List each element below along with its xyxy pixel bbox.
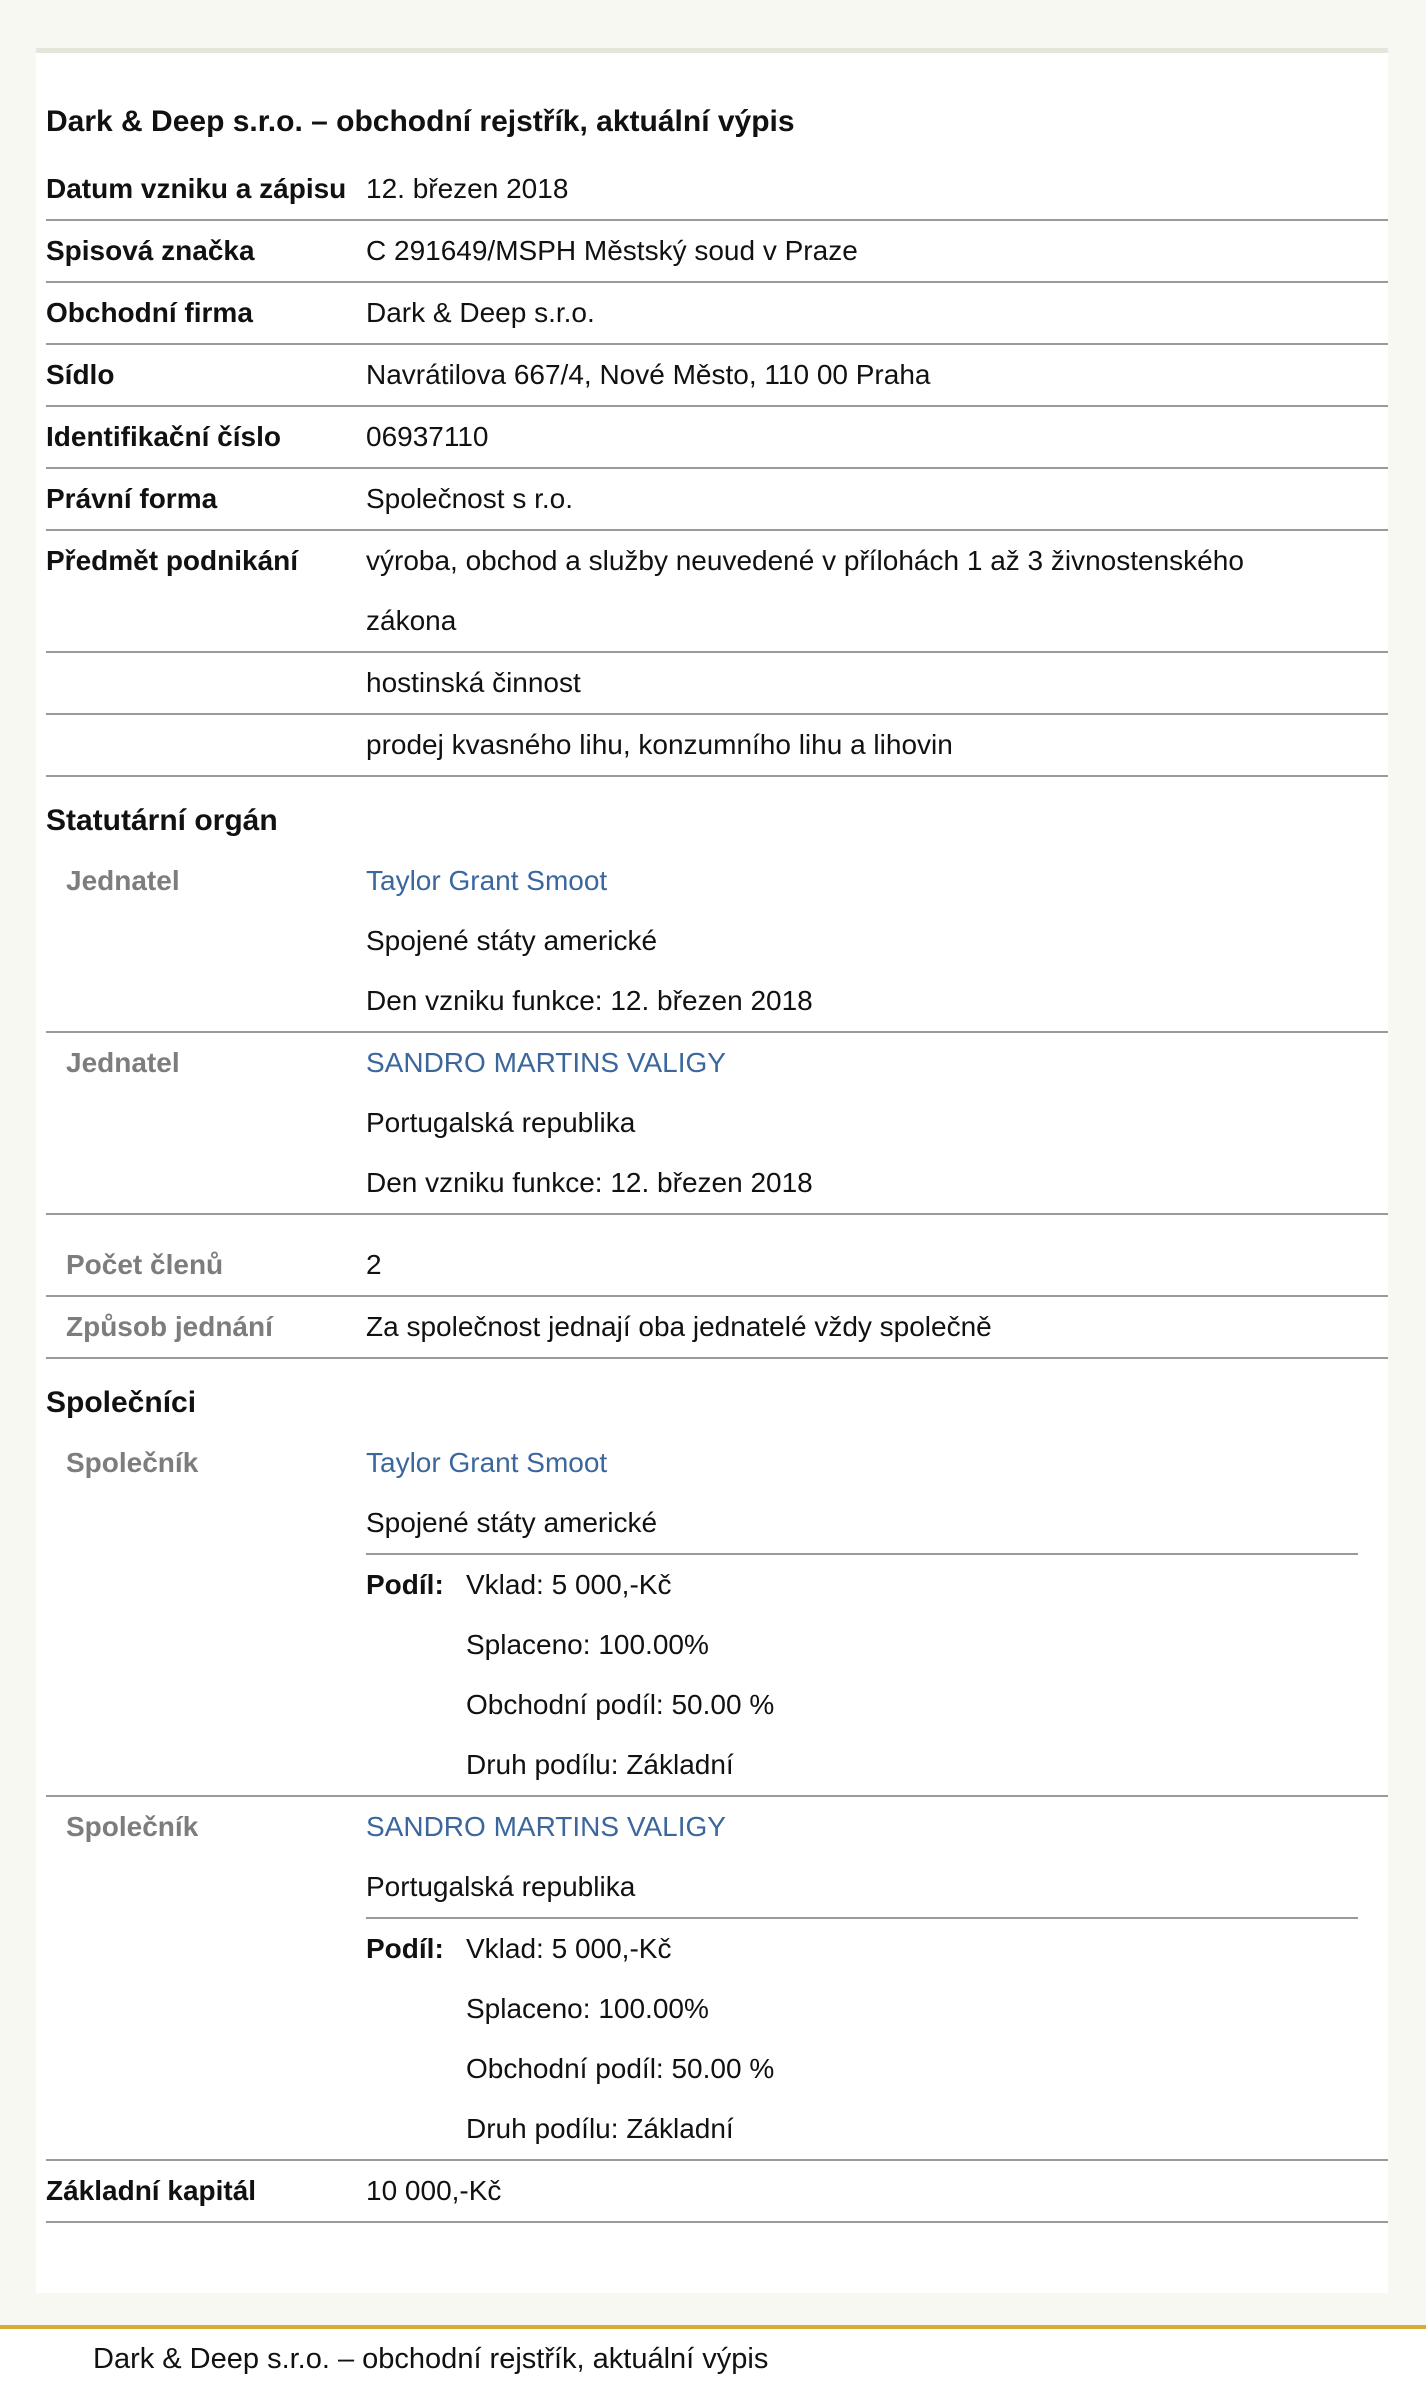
row-pravni-forma: [46, 469, 1388, 531]
statutarni-member: [46, 851, 1388, 1033]
member-name-link[interactable]: Taylor Grant Smoot: [366, 865, 608, 896]
registry-content: [46, 99, 1388, 2223]
member-since: Den vzniku funkce: 12. březen 2018: [366, 1167, 813, 1198]
podil-obchodni: Obchodní podíl: 50.00 %: [466, 2053, 775, 2084]
podil-druh: Druh podílu: Základní: [466, 1749, 734, 1780]
row-predmet-podnikani-3: [46, 715, 1388, 777]
page-title: Dark & Deep s.r.o. – obchodní rejstřík, aktuální výpis: [46, 105, 795, 138]
row-label: Právní forma: [46, 483, 218, 514]
row-value: hostinská činnost: [366, 667, 581, 698]
row-value: Společnost s r.o.: [366, 483, 574, 514]
podil-splaceno: Splaceno: 100.00%: [466, 1629, 709, 1660]
row-value: 06937110: [366, 421, 489, 452]
member-name-link[interactable]: SANDRO MARTINS VALIGY: [366, 1047, 726, 1078]
row-value: výroba, obchod a služby neuvedené v přílohách 1 až 3 živnostenského zákona: [366, 545, 1244, 636]
podil-druh: Druh podílu: Základní: [466, 2113, 734, 2144]
section-spolecnici: Společníci: [46, 1386, 197, 1419]
podil-details: [466, 1555, 774, 1795]
row-value: prodej kvasného lihu, konzumního lihu a lihovin: [366, 729, 953, 760]
row-value: Za společnost jednají oba jednatelé vždy společně: [366, 1311, 992, 1342]
row-label: Datum vzniku a zápisu: [46, 173, 347, 204]
row-predmet-podnikani: [46, 531, 1388, 653]
podil-block: [366, 1553, 1358, 1795]
member-name-link[interactable]: SANDRO MARTINS VALIGY: [366, 1811, 726, 1842]
member-role: Společník: [66, 1447, 199, 1478]
row-label: Spisová značka: [46, 235, 255, 266]
podil-block: [366, 1917, 1358, 2159]
row-predmet-podnikani-2: [46, 653, 1388, 715]
row-label: Způsob jednání: [66, 1311, 273, 1342]
member-details: [366, 1797, 1388, 2159]
podil-label: Podíl:: [366, 1933, 444, 1964]
row-value: 12. březen 2018: [366, 173, 569, 204]
podil-vklad: Vklad: 5 000,-Kč: [466, 1933, 672, 1964]
row-label: Základní kapitál: [46, 2175, 257, 2206]
row-label: Sídlo: [46, 359, 115, 390]
member-name-link[interactable]: Taylor Grant Smoot: [366, 1447, 608, 1478]
row-zakladni-kapital: [46, 2161, 1388, 2223]
row-label: Obchodní firma: [46, 297, 253, 328]
podil-details: [466, 1919, 774, 2159]
member-role: Společník: [66, 1811, 199, 1842]
section-statutarni-organ: Statutární orgán: [46, 804, 278, 837]
row-value: C 291649/MSPH Městský soud v Praze: [366, 235, 858, 266]
row-zpusob-jednani: [46, 1297, 1388, 1359]
member-country: Portugalská republika: [366, 1871, 636, 1902]
footer-title: Dark & Deep s.r.o. – obchodní rejstřík, aktuální výpis: [93, 2343, 769, 2375]
member-details: [366, 1433, 1388, 1795]
row-obchodni-firma: [46, 283, 1388, 345]
row-value: Dark & Deep s.r.o.: [366, 297, 595, 328]
row-datum-vzniku: [46, 158, 1388, 221]
member-details: [366, 851, 1388, 1031]
statutarni-member: [46, 1033, 1388, 1215]
row-label-empty: [46, 653, 366, 713]
member-since: Den vzniku funkce: 12. březen 2018: [366, 985, 813, 1016]
page-footer: [0, 2325, 1426, 2402]
row-ic: [46, 407, 1388, 469]
member-details: [366, 1033, 1388, 1213]
member-country: Spojené státy americké: [366, 1507, 658, 1538]
spacer: [46, 1215, 1388, 1235]
spolecnik-member: [46, 1433, 1388, 1797]
row-pocet-clenu: [46, 1235, 1388, 1297]
row-label: Předmět podnikání: [46, 545, 299, 576]
spolecnik-member: [46, 1797, 1388, 2161]
row-value: 2: [366, 1249, 382, 1280]
member-country: Portugalská republika: [366, 1107, 636, 1138]
podil-vklad: Vklad: 5 000,-Kč: [466, 1569, 672, 1600]
registry-card: [36, 48, 1388, 2293]
podil-splaceno: Splaceno: 100.00%: [466, 1993, 709, 2024]
member-country: Spojené státy americké: [366, 925, 658, 956]
podil-obchodni: Obchodní podíl: 50.00 %: [466, 1689, 775, 1720]
row-label: Počet členů: [66, 1249, 224, 1280]
row-value: 10 000,-Kč: [366, 2175, 502, 2206]
row-value: Navrátilova 667/4, Nové Město, 110 00 Praha: [366, 359, 931, 390]
member-role: Jednatel: [66, 1047, 180, 1078]
row-spisova-znacka: [46, 221, 1388, 283]
podil-label: Podíl:: [366, 1569, 444, 1600]
row-label-empty: [46, 715, 366, 775]
row-sidlo: [46, 345, 1388, 407]
row-label: Identifikační číslo: [46, 421, 281, 452]
member-role: Jednatel: [66, 865, 180, 896]
